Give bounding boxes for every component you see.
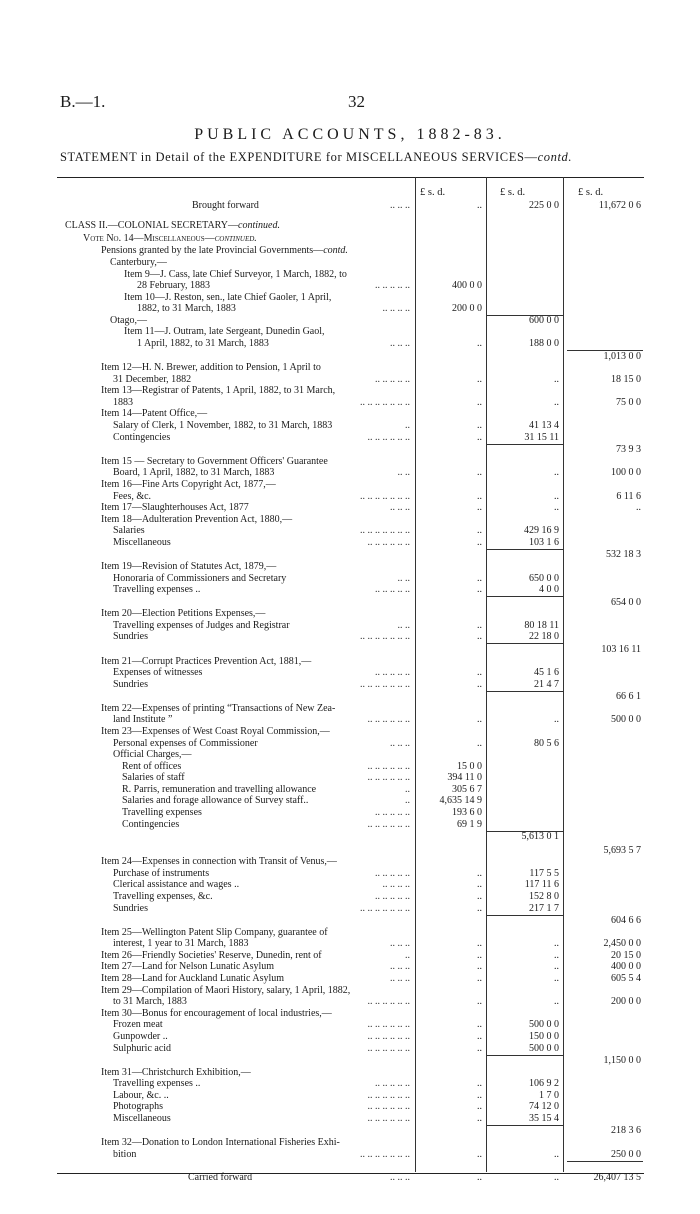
amount-c3: 66 6 1 (616, 691, 641, 702)
row-description-italic: continued. (214, 233, 257, 244)
leader-dots: .. .. .. .. .. .. .. (360, 631, 410, 642)
amount-c3: 2,450 0 0 (603, 938, 641, 949)
amount-c1: .. (477, 467, 482, 478)
leader-dots: .. (405, 784, 410, 795)
subtotal-rule (567, 350, 643, 351)
row-description: Sundries (113, 679, 148, 690)
column-heading-c2: £ s. d. (500, 187, 526, 198)
row-description: Sundries (113, 631, 148, 642)
amount-c1: 200 0 0 (452, 303, 482, 314)
amount-c3: 605 5 4 (611, 973, 641, 984)
table-row (0, 1171, 700, 1184)
row-description: Miscellaneous (113, 1113, 171, 1124)
amount-c1: .. (477, 903, 482, 914)
row-description-italic: contd. (323, 245, 348, 256)
row-description: 28 February, 1883 (137, 280, 210, 291)
amount-c1: .. (477, 1172, 482, 1183)
leader-dots: .. .. .. .. .. .. .. (360, 525, 410, 536)
row-description: 1883 (113, 397, 133, 408)
amount-c2: 5,613 0 1 (521, 831, 559, 842)
leader-dots: .. .. .. .. .. .. (367, 761, 410, 772)
table-row (0, 630, 700, 643)
amount-c1: .. (477, 738, 482, 749)
row-description: Personal expenses of Commissioner (113, 738, 258, 749)
row-description: Travelling expenses (122, 807, 202, 818)
amount-c1: .. (477, 679, 482, 690)
leader-dots: .. .. .. (390, 961, 410, 972)
row-description: Vote No. 14—Miscellaneous—continued. (83, 233, 257, 244)
row-description: Expenses of witnesses (113, 667, 203, 678)
amount-c1: .. (477, 950, 482, 961)
amount-c2: .. (554, 374, 559, 385)
leader-dots: .. .. .. .. .. (375, 667, 410, 678)
table-row (0, 830, 700, 843)
row-description: Item 11—J. Outram, late Sergeant, Dunedin Gaol, (124, 326, 325, 337)
amount-c1: .. (477, 1043, 482, 1054)
amount-c3: 11,672 0 6 (598, 200, 641, 211)
amount-c3: 100 0 0 (611, 467, 641, 478)
column-heading-c3: £ s. d. (578, 187, 604, 198)
amount-c2: .. (554, 714, 559, 725)
row-description: Item 22—Expenses of printing “Transactions of New Zea- (101, 703, 336, 714)
leader-dots: .. .. (397, 573, 410, 584)
row-description: Carried forward (188, 1172, 253, 1183)
leader-dots: .. .. .. .. .. (375, 280, 410, 291)
row-description: Item 23—Expenses of West Coast Royal Commission,— (101, 726, 330, 737)
row-description: Pensions granted by the late Provincial Governments—contd. (101, 245, 348, 256)
amount-c2: 80 18 11 (524, 620, 559, 631)
amount-c3: 218 3 6 (611, 1125, 641, 1136)
amount-c1: .. (477, 491, 482, 502)
row-description: land Institute ” (113, 714, 173, 725)
amount-c3: 20 15 0 (611, 950, 641, 961)
leader-dots: .. .. .. (390, 200, 410, 211)
subtitle-main: STATEMENT in Detail of the EXPENDITURE for MISCELLANEOUS SERVICES— (60, 150, 538, 164)
amount-c1: 69 1 9 (457, 819, 482, 830)
amount-c1: .. (477, 1031, 482, 1042)
table-row (0, 337, 700, 350)
amount-c3: 75 0 0 (616, 397, 641, 408)
amount-c1: .. (477, 667, 482, 678)
amount-c2: .. (554, 938, 559, 949)
page-title: PUBLIC ACCOUNTS, 1882-83. (194, 126, 506, 143)
row-description: Item 26—Friendly Societies' Reserve, Dunedin, rent of (101, 950, 322, 961)
row-description: Salaries (113, 525, 145, 536)
leader-dots: .. .. .. .. .. .. .. (360, 397, 410, 408)
leader-dots: .. .. .. .. (382, 879, 410, 890)
row-description: Item 18—Adulteration Prevention Act, 1880,— (101, 514, 293, 525)
row-description: Brought forward (192, 200, 259, 211)
amount-c1: .. (477, 996, 482, 1007)
amount-c2: 103 1 6 (529, 537, 559, 548)
row-description: Salaries and forage allowance of Survey staff.. (122, 795, 309, 806)
row-description: Item 28—Land for Auckland Lunatic Asylum (101, 973, 285, 984)
row-description: Item 30—Bonus for encouragement of local industries,— (101, 1008, 332, 1019)
amount-c3: 654 0 0 (611, 597, 641, 608)
amount-c2: .. (554, 502, 559, 513)
amount-c3: 532 18 3 (606, 549, 641, 560)
row-description: Travelling expenses of Judges and Registrar (113, 620, 290, 631)
amount-c2: .. (554, 1149, 559, 1160)
row-description: Item 19—Revision of Statutes Act, 1879,— (101, 561, 277, 572)
leader-dots: .. .. .. .. .. (375, 807, 410, 818)
amount-c2: .. (554, 467, 559, 478)
amount-c3: .. (636, 502, 641, 513)
page-number: 32 (348, 92, 365, 111)
amount-c1: 305 6 7 (452, 784, 482, 795)
row-description: Item 29—Compilation of Maori History, salary, 1 April, 1882, (101, 985, 351, 996)
amount-c2: 35 15 4 (529, 1113, 559, 1124)
table-row (0, 219, 700, 232)
amount-c1: .. (477, 631, 482, 642)
subtotal-rule (487, 691, 563, 692)
row-description: interest, 1 year to 31 March, 1883 (113, 938, 249, 949)
amount-c2: 650 0 0 (529, 573, 559, 584)
amount-c3: 400 0 0 (611, 961, 641, 972)
table-row (0, 199, 700, 212)
leader-dots: .. .. .. .. .. (375, 374, 410, 385)
row-description: Item 27—Land for Nelson Lunatic Asylum (101, 961, 275, 972)
amount-c1: .. (477, 961, 482, 972)
row-description: Labour, &c. .. (113, 1090, 169, 1101)
row-description: 31 December, 1882 (113, 374, 192, 385)
amount-c3: 500 0 0 (611, 714, 641, 725)
leader-dots: .. .. .. .. .. .. (367, 1019, 410, 1030)
amount-c2: 600 0 0 (529, 315, 559, 326)
subtotal-rule (487, 831, 563, 832)
amount-c1: .. (477, 1113, 482, 1124)
row-description: to 31 March, 1883 (113, 996, 187, 1007)
row-description: Fees, &c. (113, 491, 152, 502)
amount-c1: .. (477, 1078, 482, 1089)
row-description: Official Charges,— (113, 749, 192, 760)
amount-c1: .. (477, 200, 482, 211)
leader-dots: .. .. .. (390, 973, 410, 984)
amount-c3: 200 0 0 (611, 996, 641, 1007)
amount-c2: 117 11 6 (524, 879, 559, 890)
subtotal-rule (487, 643, 563, 644)
amount-c2: .. (554, 950, 559, 961)
amount-c1: .. (477, 502, 482, 513)
leader-dots: .. .. .. .. .. .. (367, 996, 410, 1007)
document-reference: B.—1. (60, 92, 106, 111)
row-description: Contingencies (113, 432, 171, 443)
amount-c2: 106 9 2 (529, 1078, 559, 1089)
row-description: CLASS II.—COLONIAL SECRETARY—continued. (65, 220, 280, 231)
amount-c1: 193 6 0 (452, 807, 482, 818)
amount-c2: 429 16 9 (524, 525, 559, 536)
amount-c1: .. (477, 432, 482, 443)
leader-dots: .. (405, 420, 410, 431)
leader-dots: .. .. .. (390, 502, 410, 513)
amount-c3: 26,407 13 5 (593, 1172, 641, 1183)
amount-c2: 21 4 7 (534, 679, 559, 690)
row-description: Board, 1 April, 1882, to 31 March, 1883 (113, 467, 275, 478)
statement-subtitle (60, 150, 572, 165)
leader-dots: .. .. .. .. .. .. (367, 714, 410, 725)
leader-dots: .. .. .. .. .. .. (367, 1113, 410, 1124)
amount-c2: .. (554, 973, 559, 984)
amount-c1: .. (477, 879, 482, 890)
leader-dots: .. .. (397, 467, 410, 478)
amount-c2: 1 7 0 (539, 1090, 559, 1101)
amount-c1: 15 0 0 (457, 761, 482, 772)
leader-dots: .. .. .. .. .. .. (367, 1101, 410, 1112)
amount-c1: .. (477, 620, 482, 631)
row-description: Canterbury,— (110, 257, 167, 268)
subtotal-rule (487, 444, 563, 445)
amount-c1: .. (477, 1019, 482, 1030)
row-description: Clerical assistance and wages .. (113, 879, 240, 890)
amount-c1: 4,635 14 9 (439, 795, 482, 806)
leader-dots: .. .. (397, 620, 410, 631)
amount-c2: 217 1 7 (529, 903, 559, 914)
leader-dots: .. .. .. .. .. .. (367, 1031, 410, 1042)
row-description-italic: continued. (238, 220, 280, 231)
amount-c1: .. (477, 420, 482, 431)
amount-c2: 22 18 0 (529, 631, 559, 642)
row-description: Item 13—Registrar of Patents, 1 April, 1882, to 31 March, (101, 385, 336, 396)
subtotal-rule (487, 315, 563, 316)
column-heading-c1: £ s. d. (420, 187, 446, 198)
row-description: 1882, to 31 March, 1883 (137, 303, 236, 314)
leader-dots: .. .. .. .. (382, 303, 410, 314)
amount-c1: .. (477, 714, 482, 725)
amount-c2: .. (554, 996, 559, 1007)
amount-c1: .. (477, 1090, 482, 1101)
amount-c2: .. (554, 961, 559, 972)
amount-c2: 4 0 0 (539, 584, 559, 595)
amount-c3: 604 6 6 (611, 915, 641, 926)
row-description: Salaries of staff (122, 772, 185, 783)
leader-dots: .. .. .. .. .. .. (367, 1043, 410, 1054)
table-row (0, 1148, 700, 1161)
leader-dots: .. .. .. .. .. (375, 868, 410, 879)
leader-dots: .. .. .. .. .. .. .. (360, 903, 410, 914)
amount-c1: .. (477, 537, 482, 548)
amount-c1: .. (477, 374, 482, 385)
row-description: Travelling expenses .. (113, 1078, 201, 1089)
amount-c3: 6 11 6 (616, 491, 641, 502)
amount-c3: 250 0 0 (611, 1149, 641, 1160)
row-description: Item 12—H. N. Brewer, addition to Pension, 1 April to (101, 362, 321, 373)
amount-c1: .. (477, 1101, 482, 1112)
row-description: Sulphuric acid (113, 1043, 172, 1054)
amount-c1: 400 0 0 (452, 280, 482, 291)
leader-dots: .. (405, 950, 410, 961)
leader-dots: .. .. .. .. .. (375, 891, 410, 902)
subtotal-rule (487, 596, 563, 597)
row-description: Sundries (113, 903, 148, 914)
row-description: Item 16—Fine Arts Copyright Act, 1877,— (101, 479, 276, 490)
leader-dots: .. (405, 795, 410, 806)
row-description: Travelling expenses .. (113, 584, 201, 595)
amount-c1: .. (477, 397, 482, 408)
row-description: Item 14—Patent Office,— (101, 408, 208, 419)
amount-c2: 188 0 0 (529, 338, 559, 349)
amount-c3: 1,013 0 0 (603, 351, 641, 362)
row-description: Frozen meat (113, 1019, 163, 1030)
row-description: Item 25—Wellington Patent Slip Company, guarantee of (101, 927, 328, 938)
row-description: 1 April, 1882, to 31 March, 1883 (137, 338, 269, 349)
amount-c2: 31 15 11 (524, 432, 559, 443)
leader-dots: .. .. .. (390, 938, 410, 949)
row-description: Item 32—Donation to London International Fisheries Exhi- (101, 1137, 340, 1148)
amount-c2: .. (554, 491, 559, 502)
subtotal-rule (487, 915, 563, 916)
row-description: Contingencies (122, 819, 180, 830)
amount-c1: .. (477, 868, 482, 879)
row-description: R. Parris, remuneration and travelling allowance (122, 784, 317, 795)
amount-c2: .. (554, 1172, 559, 1183)
amount-c2: 150 0 0 (529, 1031, 559, 1042)
amount-c1: .. (477, 938, 482, 949)
row-description: Item 10—J. Reston, sen., late Chief Gaoler, 1 April, (124, 292, 332, 303)
row-description: Item 17—Slaughterhouses Act, 1877 (101, 502, 249, 513)
row-description: Gunpowder .. (113, 1031, 168, 1042)
leader-dots: .. .. .. .. .. (375, 584, 410, 595)
row-description: Salary of Clerk, 1 November, 1882, to 31 March, 1883 (113, 420, 333, 431)
amount-c2: 117 5 5 (529, 868, 559, 879)
amount-c1: .. (477, 573, 482, 584)
leader-dots: .. .. .. .. .. .. .. (360, 679, 410, 690)
row-description: bition (113, 1149, 137, 1160)
leader-dots: .. .. .. .. .. .. (367, 537, 410, 548)
amount-c3: 1,150 0 0 (603, 1055, 641, 1066)
amount-c1: .. (477, 338, 482, 349)
amount-c1: .. (477, 1149, 482, 1160)
amount-c2: 500 0 0 (529, 1019, 559, 1030)
amount-c1: .. (477, 525, 482, 536)
row-description: Rent of offices (122, 761, 182, 772)
amount-c3: 18 15 0 (611, 374, 641, 385)
amount-c3: 103 16 11 (601, 644, 641, 655)
amount-c1: .. (477, 891, 482, 902)
subtitle-contd: contd. (537, 150, 573, 164)
amount-c2: 80 5 6 (534, 738, 559, 749)
subtotal-rule (567, 1161, 643, 1162)
leader-dots: .. .. .. .. .. .. (367, 432, 410, 443)
row-description: Purchase of instruments (113, 868, 210, 879)
row-description: Miscellaneous (113, 537, 171, 548)
row-description: Item 20—Election Petitions Expenses,— (101, 608, 266, 619)
amount-c2: .. (554, 397, 559, 408)
row-description: Photographs (113, 1101, 163, 1112)
amount-c3: 73 9 3 (616, 444, 641, 455)
row-description: Item 15 — Secretary to Government Officers' Guarantee (101, 456, 328, 467)
leader-dots: .. .. .. (390, 738, 410, 749)
leader-dots: .. .. .. .. .. .. (367, 1090, 410, 1101)
row-description: Item 9—J. Cass, late Chief Surveyor, 1 March, 1882, to (124, 269, 347, 280)
amount-c3: 5,693 5 7 (603, 845, 641, 856)
leader-dots: .. .. .. .. .. .. (367, 819, 410, 830)
row-description: Item 31—Christchurch Exhibition,— (101, 1067, 251, 1078)
leader-dots: .. .. .. .. .. .. .. (360, 491, 410, 502)
amount-c1: .. (477, 584, 482, 595)
amount-c2: 45 1 6 (534, 667, 559, 678)
subtotal-rule (487, 1055, 563, 1056)
row-description: Travelling expenses, &c. (113, 891, 213, 902)
leader-dots: .. .. .. (390, 1172, 410, 1183)
row-description: Honoraria of Commissioners and Secretary (113, 573, 287, 584)
row-description: Item 21—Corrupt Practices Prevention Act, 1881,— (101, 656, 312, 667)
leader-dots: .. .. .. .. .. .. .. (360, 1149, 410, 1160)
row-description: Otago,— (110, 315, 147, 326)
amount-c2: 500 0 0 (529, 1043, 559, 1054)
table-row (0, 583, 700, 596)
subtotal-rule (487, 1125, 563, 1126)
amount-c2: 74 12 0 (529, 1101, 559, 1112)
leader-dots: .. .. .. (390, 338, 410, 349)
row-description: Item 24—Expenses in connection with Transit of Venus,— (101, 856, 337, 867)
leader-dots: .. .. .. .. .. .. (367, 772, 410, 783)
leader-dots: .. .. .. .. .. (375, 1078, 410, 1089)
amount-c2: 225 0 0 (529, 200, 559, 211)
amount-c2: 41 13 4 (529, 420, 559, 431)
amount-c1: 394 11 0 (447, 772, 482, 783)
amount-c1: .. (477, 973, 482, 984)
amount-c2: 152 8 0 (529, 891, 559, 902)
subtotal-rule (487, 549, 563, 550)
